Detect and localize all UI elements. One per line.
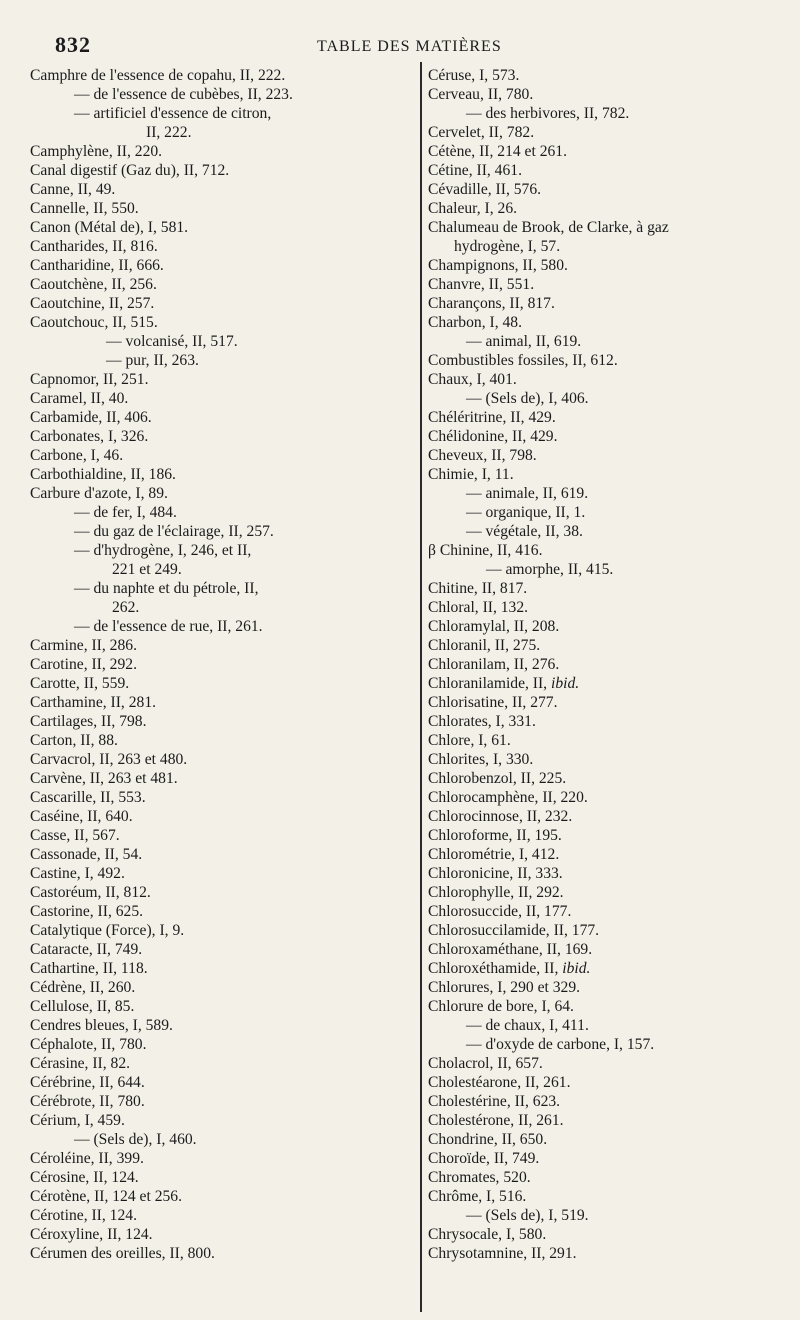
- index-entry: Carotine, II, 292.: [30, 656, 137, 673]
- index-entry: Castoréum, II, 812.: [30, 884, 151, 901]
- index-entry: Carotte, II, 559.: [30, 675, 130, 692]
- index-entry: Chlorosuccide, II, 177.: [428, 903, 572, 920]
- index-entry: Chrôme, I, 516.: [428, 1188, 527, 1205]
- index-entry: Céroxyline, II, 124.: [30, 1226, 153, 1243]
- index-entry: Cétène, II, 214 et 261.: [428, 143, 568, 160]
- index-entry: Caoutchouc, II, 515.: [30, 314, 158, 331]
- index-entry: Capnomor, II, 251.: [30, 371, 149, 388]
- index-entry: Céruse, I, 573.: [428, 67, 520, 84]
- index-entry: Carton, II, 88.: [30, 732, 118, 749]
- index-entry: Cérium, I, 459.: [30, 1112, 125, 1129]
- index-entry: Canne, II, 49.: [30, 181, 116, 198]
- index-entry: Chaleur, I, 26.: [428, 200, 518, 217]
- index-entry: Chanvre, II, 551.: [428, 276, 535, 293]
- index-entry: Carbure d'azote, I, 89.: [30, 485, 168, 502]
- index-entry: Cassonade, II, 54.: [30, 846, 143, 863]
- index-entry: β Chinine, II, 416.: [428, 542, 543, 559]
- index-entry: hydrogène, I, 57.: [454, 238, 561, 255]
- index-entry: — (Sels de), I, 460.: [74, 1131, 197, 1148]
- index-entry: Cérébrote, II, 780.: [30, 1093, 145, 1110]
- index-entry: Cartilages, II, 798.: [30, 713, 147, 730]
- index-entry: — (Sels de), I, 406.: [466, 390, 589, 407]
- index-entry: Cascarille, II, 553.: [30, 789, 146, 806]
- index-entry: Chloranilam, II, 276.: [428, 656, 560, 673]
- index-entry: Cannelle, II, 550.: [30, 200, 139, 217]
- index-entry: Cérotène, II, 124 et 256.: [30, 1188, 182, 1205]
- index-entry: Chélidonine, II, 429.: [428, 428, 558, 445]
- index-entry: II, 222.: [146, 124, 192, 141]
- index-entry: Chlorocinnose, II, 232.: [428, 808, 573, 825]
- index-entry: Catalytique (Force), I, 9.: [30, 922, 185, 939]
- index-entry: Cholestérone, II, 261.: [428, 1112, 564, 1129]
- index-entry: — organique, II, 1.: [466, 504, 586, 521]
- index-entry: — d'oxyde de carbone, I, 157.: [466, 1036, 655, 1053]
- index-entry: Cantharides, II, 816.: [30, 238, 158, 255]
- index-entry: Carmine, II, 286.: [30, 637, 137, 654]
- index-entry: Caoutchène, II, 256.: [30, 276, 157, 293]
- index-entry: Charançons, II, 817.: [428, 295, 555, 312]
- index-entry: Cerveau, II, 780.: [428, 86, 534, 103]
- index-entry: — amorphe, II, 415.: [486, 561, 614, 578]
- index-entry: Cheveux, II, 798.: [428, 447, 537, 464]
- index-entry: Chloronicine, II, 333.: [428, 865, 563, 882]
- index-entry: — (Sels de), I, 519.: [466, 1207, 589, 1224]
- index-entry: — du naphte et du pétrole, II,: [74, 580, 259, 597]
- index-entry: — de chaux, I, 411.: [466, 1017, 589, 1034]
- index-entry: Cévadille, II, 576.: [428, 181, 542, 198]
- index-entry: Chloranilamide, II, ibid.: [428, 675, 580, 692]
- index-entry: Cervelet, II, 782.: [428, 124, 535, 141]
- index-entry: — artificiel d'essence de citron,: [74, 105, 272, 122]
- page-number: 832: [55, 32, 91, 57]
- index-entry: Chlore, I, 61.: [428, 732, 511, 749]
- column-divider: [420, 62, 422, 1312]
- index-entry: Chlorophylle, II, 292.: [428, 884, 564, 901]
- index-entry: Carbothialdine, II, 186.: [30, 466, 176, 483]
- index-entry: Carvacrol, II, 263 et 480.: [30, 751, 188, 768]
- index-column-right: [428, 66, 798, 1263]
- index-entry: Cédrène, II, 260.: [30, 979, 136, 996]
- index-entry: Chlorocamphène, II, 220.: [428, 789, 588, 806]
- index-entry: Canon (Métal de), I, 581.: [30, 219, 189, 236]
- index-entry: Champignons, II, 580.: [428, 257, 568, 274]
- index-entry: Cholestérine, II, 623.: [428, 1093, 561, 1110]
- index-entry: Chrysocale, I, 580.: [428, 1226, 547, 1243]
- index-entry: Chloroxéthamide, II, ibid.: [428, 960, 591, 977]
- index-entry: Caoutchine, II, 257.: [30, 295, 155, 312]
- index-entry: — pur, II, 263.: [106, 352, 199, 369]
- index-entry: — des herbivores, II, 782.: [466, 105, 630, 122]
- index-entry: Chlorures, I, 290 et 329.: [428, 979, 581, 996]
- index-entry: Cellulose, II, 85.: [30, 998, 135, 1015]
- index-entry: Chloroxaméthane, II, 169.: [428, 941, 593, 958]
- index-entry: Carbamide, II, 406.: [30, 409, 152, 426]
- index-entry: Cérébrine, II, 644.: [30, 1074, 145, 1091]
- index-entry: Camphre de l'essence de copahu, II, 222.: [30, 67, 286, 84]
- index-entry: Chalumeau de Brook, de Clarke, à gaz: [428, 219, 669, 236]
- index-entry: Chloramylal, II, 208.: [428, 618, 560, 635]
- index-entry: Chlorosuccilamide, II, 177.: [428, 922, 600, 939]
- index-entry: — animal, II, 619.: [466, 333, 582, 350]
- index-entry: Chondrine, II, 650.: [428, 1131, 548, 1148]
- index-entry: Chitine, II, 817.: [428, 580, 528, 597]
- page-header: [55, 32, 785, 62]
- index-entry: — de l'essence de rue, II, 261.: [74, 618, 263, 635]
- index-entry: Cantharidine, II, 666.: [30, 257, 164, 274]
- index-entry: — végétale, II, 38.: [466, 523, 583, 540]
- index-entry: Carthamine, II, 281.: [30, 694, 157, 711]
- index-entry: Chlorure de bore, I, 64.: [428, 998, 574, 1015]
- index-entry: Cétine, II, 461.: [428, 162, 522, 179]
- index-entry: Cathartine, II, 118.: [30, 960, 148, 977]
- index-entry: Chloral, II, 132.: [428, 599, 529, 616]
- index-entry: Cérumen des oreilles, II, 800.: [30, 1245, 215, 1262]
- index-entry: Céphalote, II, 780.: [30, 1036, 147, 1053]
- index-column-left: [30, 66, 415, 1263]
- index-entry: Carbone, I, 46.: [30, 447, 124, 464]
- index-entry: — volcanisé, II, 517.: [106, 333, 238, 350]
- index-entry: Céroléine, II, 399.: [30, 1150, 144, 1167]
- index-entry: Carbonates, I, 326.: [30, 428, 149, 445]
- index-entry: — du gaz de l'éclairage, II, 257.: [74, 523, 274, 540]
- index-entry: Chéléritrine, II, 429.: [428, 409, 556, 426]
- index-entry: — animale, II, 619.: [466, 485, 589, 502]
- index-entry: Chloroforme, II, 195.: [428, 827, 562, 844]
- index-entry: — d'hydrogène, I, 246, et II,: [74, 542, 252, 559]
- index-entry: Charbon, I, 48.: [428, 314, 522, 331]
- index-entry: Canal digestif (Gaz du), II, 712.: [30, 162, 230, 179]
- index-entry: Chrysotamnine, II, 291.: [428, 1245, 577, 1262]
- index-entry: Chlorates, I, 331.: [428, 713, 536, 730]
- index-entry: Cérotine, II, 124.: [30, 1207, 137, 1224]
- index-entry: Choroïde, II, 749.: [428, 1150, 540, 1167]
- index-entry: Chimie, I, 11.: [428, 466, 514, 483]
- index-entry: Cendres bleues, I, 589.: [30, 1017, 173, 1034]
- index-entry: Casse, II, 567.: [30, 827, 120, 844]
- index-entry: Chlorobenzol, II, 225.: [428, 770, 567, 787]
- index-entry: Cataracte, II, 749.: [30, 941, 143, 958]
- index-entry: Carvène, II, 263 et 481.: [30, 770, 178, 787]
- index-entry: — de fer, I, 484.: [74, 504, 177, 521]
- running-title: TABLE DES MATIÈRES: [317, 38, 502, 55]
- index-entry: Chloranil, II, 275.: [428, 637, 541, 654]
- index-entry: Castine, I, 492.: [30, 865, 125, 882]
- index-entry: Cérasine, II, 82.: [30, 1055, 131, 1072]
- index-entry: Caramel, II, 40.: [30, 390, 129, 407]
- index-entry: Cholacrol, II, 657.: [428, 1055, 543, 1072]
- index-entry: Chaux, I, 401.: [428, 371, 517, 388]
- index-entry: 262.: [112, 599, 140, 616]
- index-entry: Combustibles fossiles, II, 612.: [428, 352, 618, 369]
- index-entry: Cérosine, II, 124.: [30, 1169, 139, 1186]
- index-entry: Chlorisatine, II, 277.: [428, 694, 558, 711]
- index-entry: Cholestéarone, II, 261.: [428, 1074, 571, 1091]
- index-entry: Chlorométrie, I, 412.: [428, 846, 560, 863]
- index-entry: Chromates, 520.: [428, 1169, 531, 1186]
- index-entry: Castorine, II, 625.: [30, 903, 144, 920]
- index-entry: — de l'essence de cubèbes, II, 223.: [74, 86, 293, 103]
- index-entry: Camphylène, II, 220.: [30, 143, 163, 160]
- index-entry: 221 et 249.: [112, 561, 182, 578]
- index-entry: Chlorites, I, 330.: [428, 751, 534, 768]
- index-entry: Caséine, II, 640.: [30, 808, 133, 825]
